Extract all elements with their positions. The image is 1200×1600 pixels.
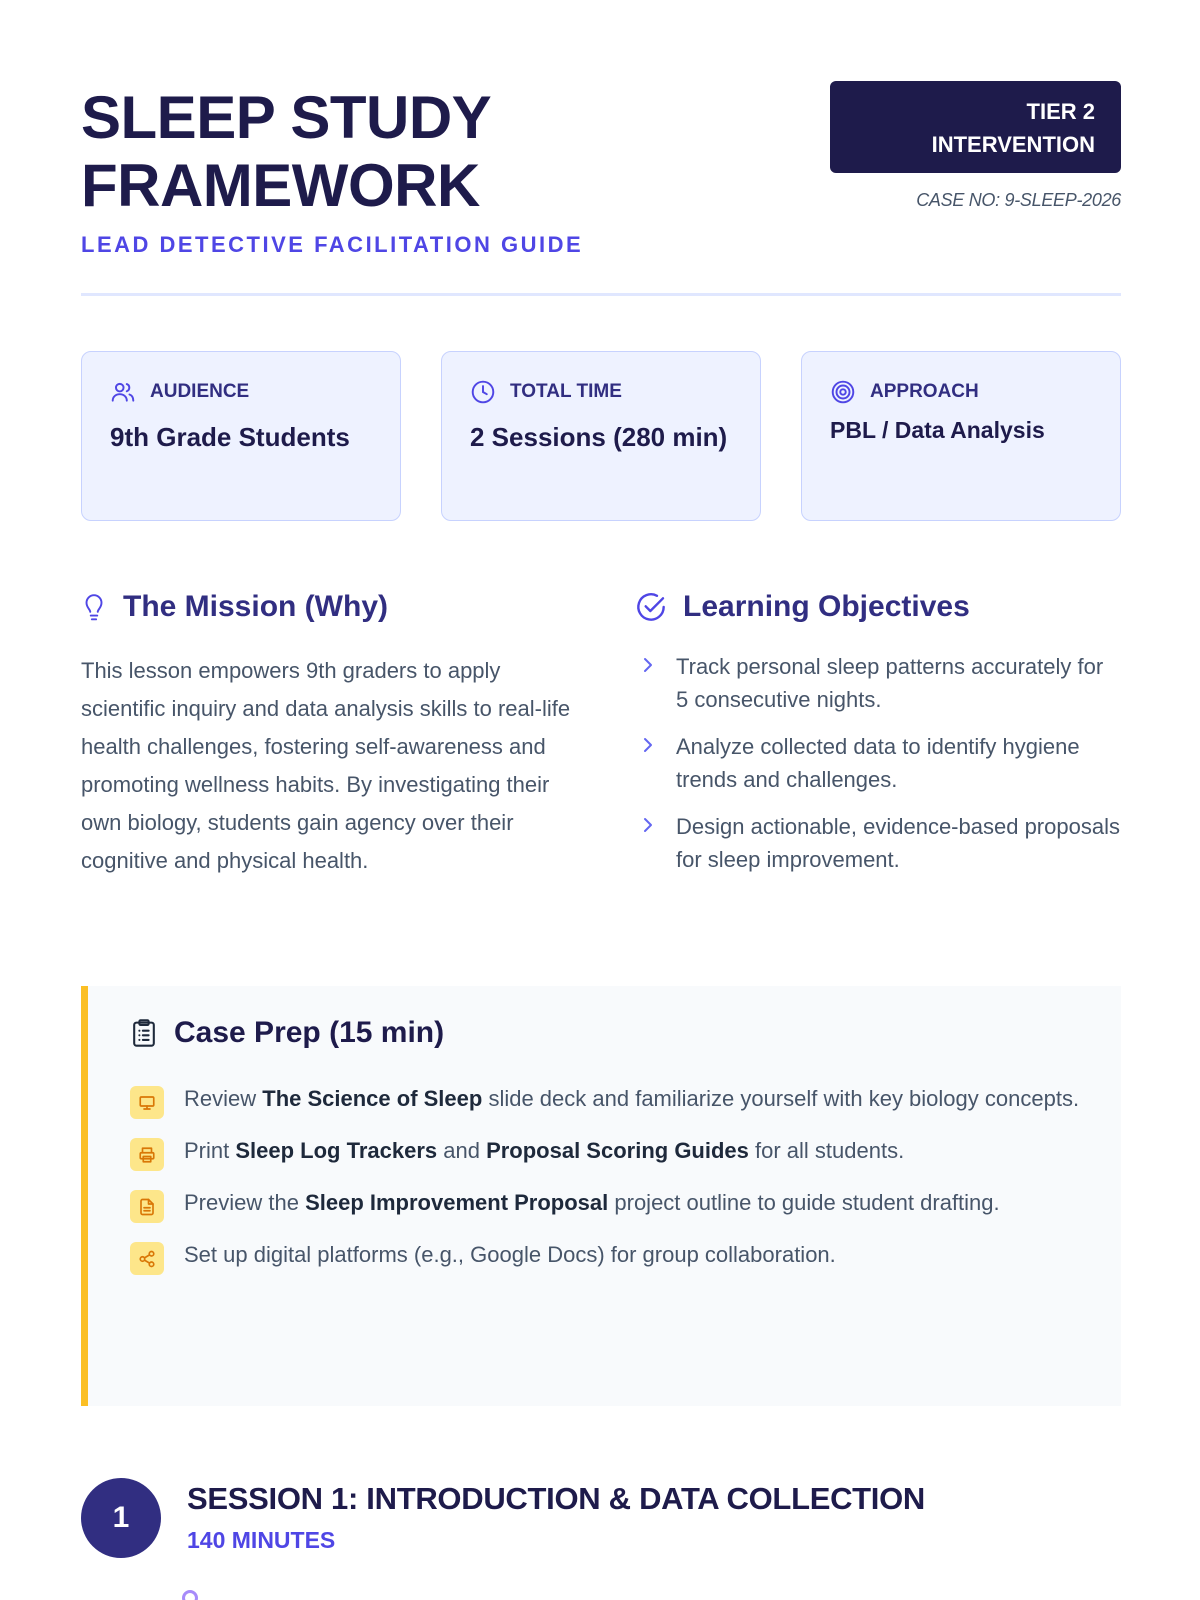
mission-text: This lesson empowers 9th graders to apply scientific inquiry and data analysis skills to real-life health challenges, fostering self-awareness and promoting wellness habits. By investigating their own biology, students gain agency over their cognitive and physical health.: [81, 658, 571, 873]
info-cards: [81, 351, 1121, 521]
list-item: [635, 810, 1121, 876]
prep-text: [184, 1242, 836, 1267]
page-subtitle: LEAD DETECTIVE FACILITATION GUIDE: [81, 232, 584, 257]
objectives-heading: [635, 590, 1121, 624]
objective-text: Design actionable, evidence-based proposals for sleep improvement.: [676, 814, 1120, 872]
prep-text-bold: Proposal Scoring Guides: [486, 1138, 749, 1163]
case-prep-panel: [81, 986, 1121, 1406]
prep-text-bold: Sleep Log Trackers: [235, 1138, 438, 1163]
audience-label-row: [110, 379, 373, 405]
total-time-label: TOTAL TIME: [510, 381, 622, 402]
audience-label: AUDIENCE: [150, 381, 250, 402]
prep-text: [184, 1086, 1079, 1111]
prep-text-part: for all students.: [748, 1138, 905, 1163]
mission-heading: [81, 590, 571, 624]
total-time-card: [441, 351, 761, 521]
page-title: SLEEP STUDY FRAMEWORK: [81, 84, 491, 219]
objective-text: Analyze collected data to identify hygiene trends and challenges.: [676, 734, 1080, 792]
objectives-title: Learning Objectives: [683, 590, 970, 623]
audience-card: [81, 351, 401, 521]
prep-text-part: and: [437, 1138, 487, 1163]
session-duration: 140 MINUTES: [187, 1527, 336, 1553]
target-icon: [830, 379, 856, 405]
chevron-right-icon: [641, 816, 655, 834]
objectives-list: [635, 650, 1121, 876]
total-time-value: 2 Sessions (280 min): [470, 422, 728, 452]
clock-icon: [470, 379, 496, 405]
objective-text: Track personal sleep patterns accurately for 5 consecutive nights.: [676, 654, 1104, 712]
prep-text: [184, 1138, 904, 1163]
list-item: [130, 1238, 1080, 1271]
objectives-section: [635, 590, 1121, 890]
clipboard-icon: [130, 1018, 158, 1048]
approach-label: APPROACH: [870, 381, 979, 402]
share-icon: [130, 1242, 164, 1275]
session-number-badge: 1: [81, 1478, 161, 1558]
case-prep-list: [130, 1082, 1080, 1271]
case-number: CASE NO: 9-SLEEP-2026: [916, 190, 1121, 210]
users-icon: [110, 379, 136, 405]
prep-text-part: Preview the: [184, 1190, 306, 1215]
prep-text-part: Set up digital platforms (e.g., Google Docs) for group collaboration.: [184, 1242, 836, 1267]
approach-card: [801, 351, 1121, 521]
printer-icon: [130, 1138, 164, 1171]
prep-text: [184, 1190, 1000, 1215]
lightbulb-icon: [81, 592, 107, 622]
chevron-right-icon: [641, 656, 655, 674]
prep-text-part: Print: [184, 1138, 236, 1163]
check-circle-icon: [635, 591, 667, 623]
list-item: [130, 1082, 1080, 1115]
timeline-dot: [182, 1590, 198, 1600]
tier-badge: [830, 81, 1121, 173]
mission-title: The Mission (Why): [123, 590, 388, 623]
mission-section: [81, 590, 571, 880]
prep-text-part: Review: [184, 1086, 263, 1111]
prep-text-part: project outline to guide student drafting.: [608, 1190, 1000, 1215]
list-item: [130, 1186, 1080, 1219]
case-prep-title: Case Prep (15 min): [174, 1016, 445, 1049]
approach-label-row: [830, 379, 1093, 405]
total-time-label-row: [470, 379, 733, 405]
list-item: [130, 1134, 1080, 1167]
session-title: SESSION 1: INTRODUCTION & DATA COLLECTION: [187, 1481, 926, 1516]
audience-value: 9th Grade Students: [110, 422, 350, 452]
presentation-icon: [130, 1086, 164, 1119]
page-header: [81, 84, 1121, 258]
list-item: [635, 730, 1121, 796]
tier-badge-line1: TIER 2: [1026, 99, 1095, 124]
approach-value: PBL / Data Analysis: [830, 417, 1045, 443]
prep-text-bold: Sleep Improvement Proposal: [305, 1190, 609, 1215]
document-icon: [130, 1190, 164, 1223]
tier-badge-line2: INTERVENTION: [931, 132, 1095, 157]
chevron-right-icon: [641, 736, 655, 754]
prep-text-bold: The Science of Sleep: [262, 1086, 483, 1111]
prep-text-part: slide deck and familiarize yourself with key biology concepts.: [482, 1086, 1080, 1111]
list-item: [635, 650, 1121, 716]
header-divider: [81, 293, 1121, 296]
case-prep-heading: [130, 1016, 1121, 1050]
